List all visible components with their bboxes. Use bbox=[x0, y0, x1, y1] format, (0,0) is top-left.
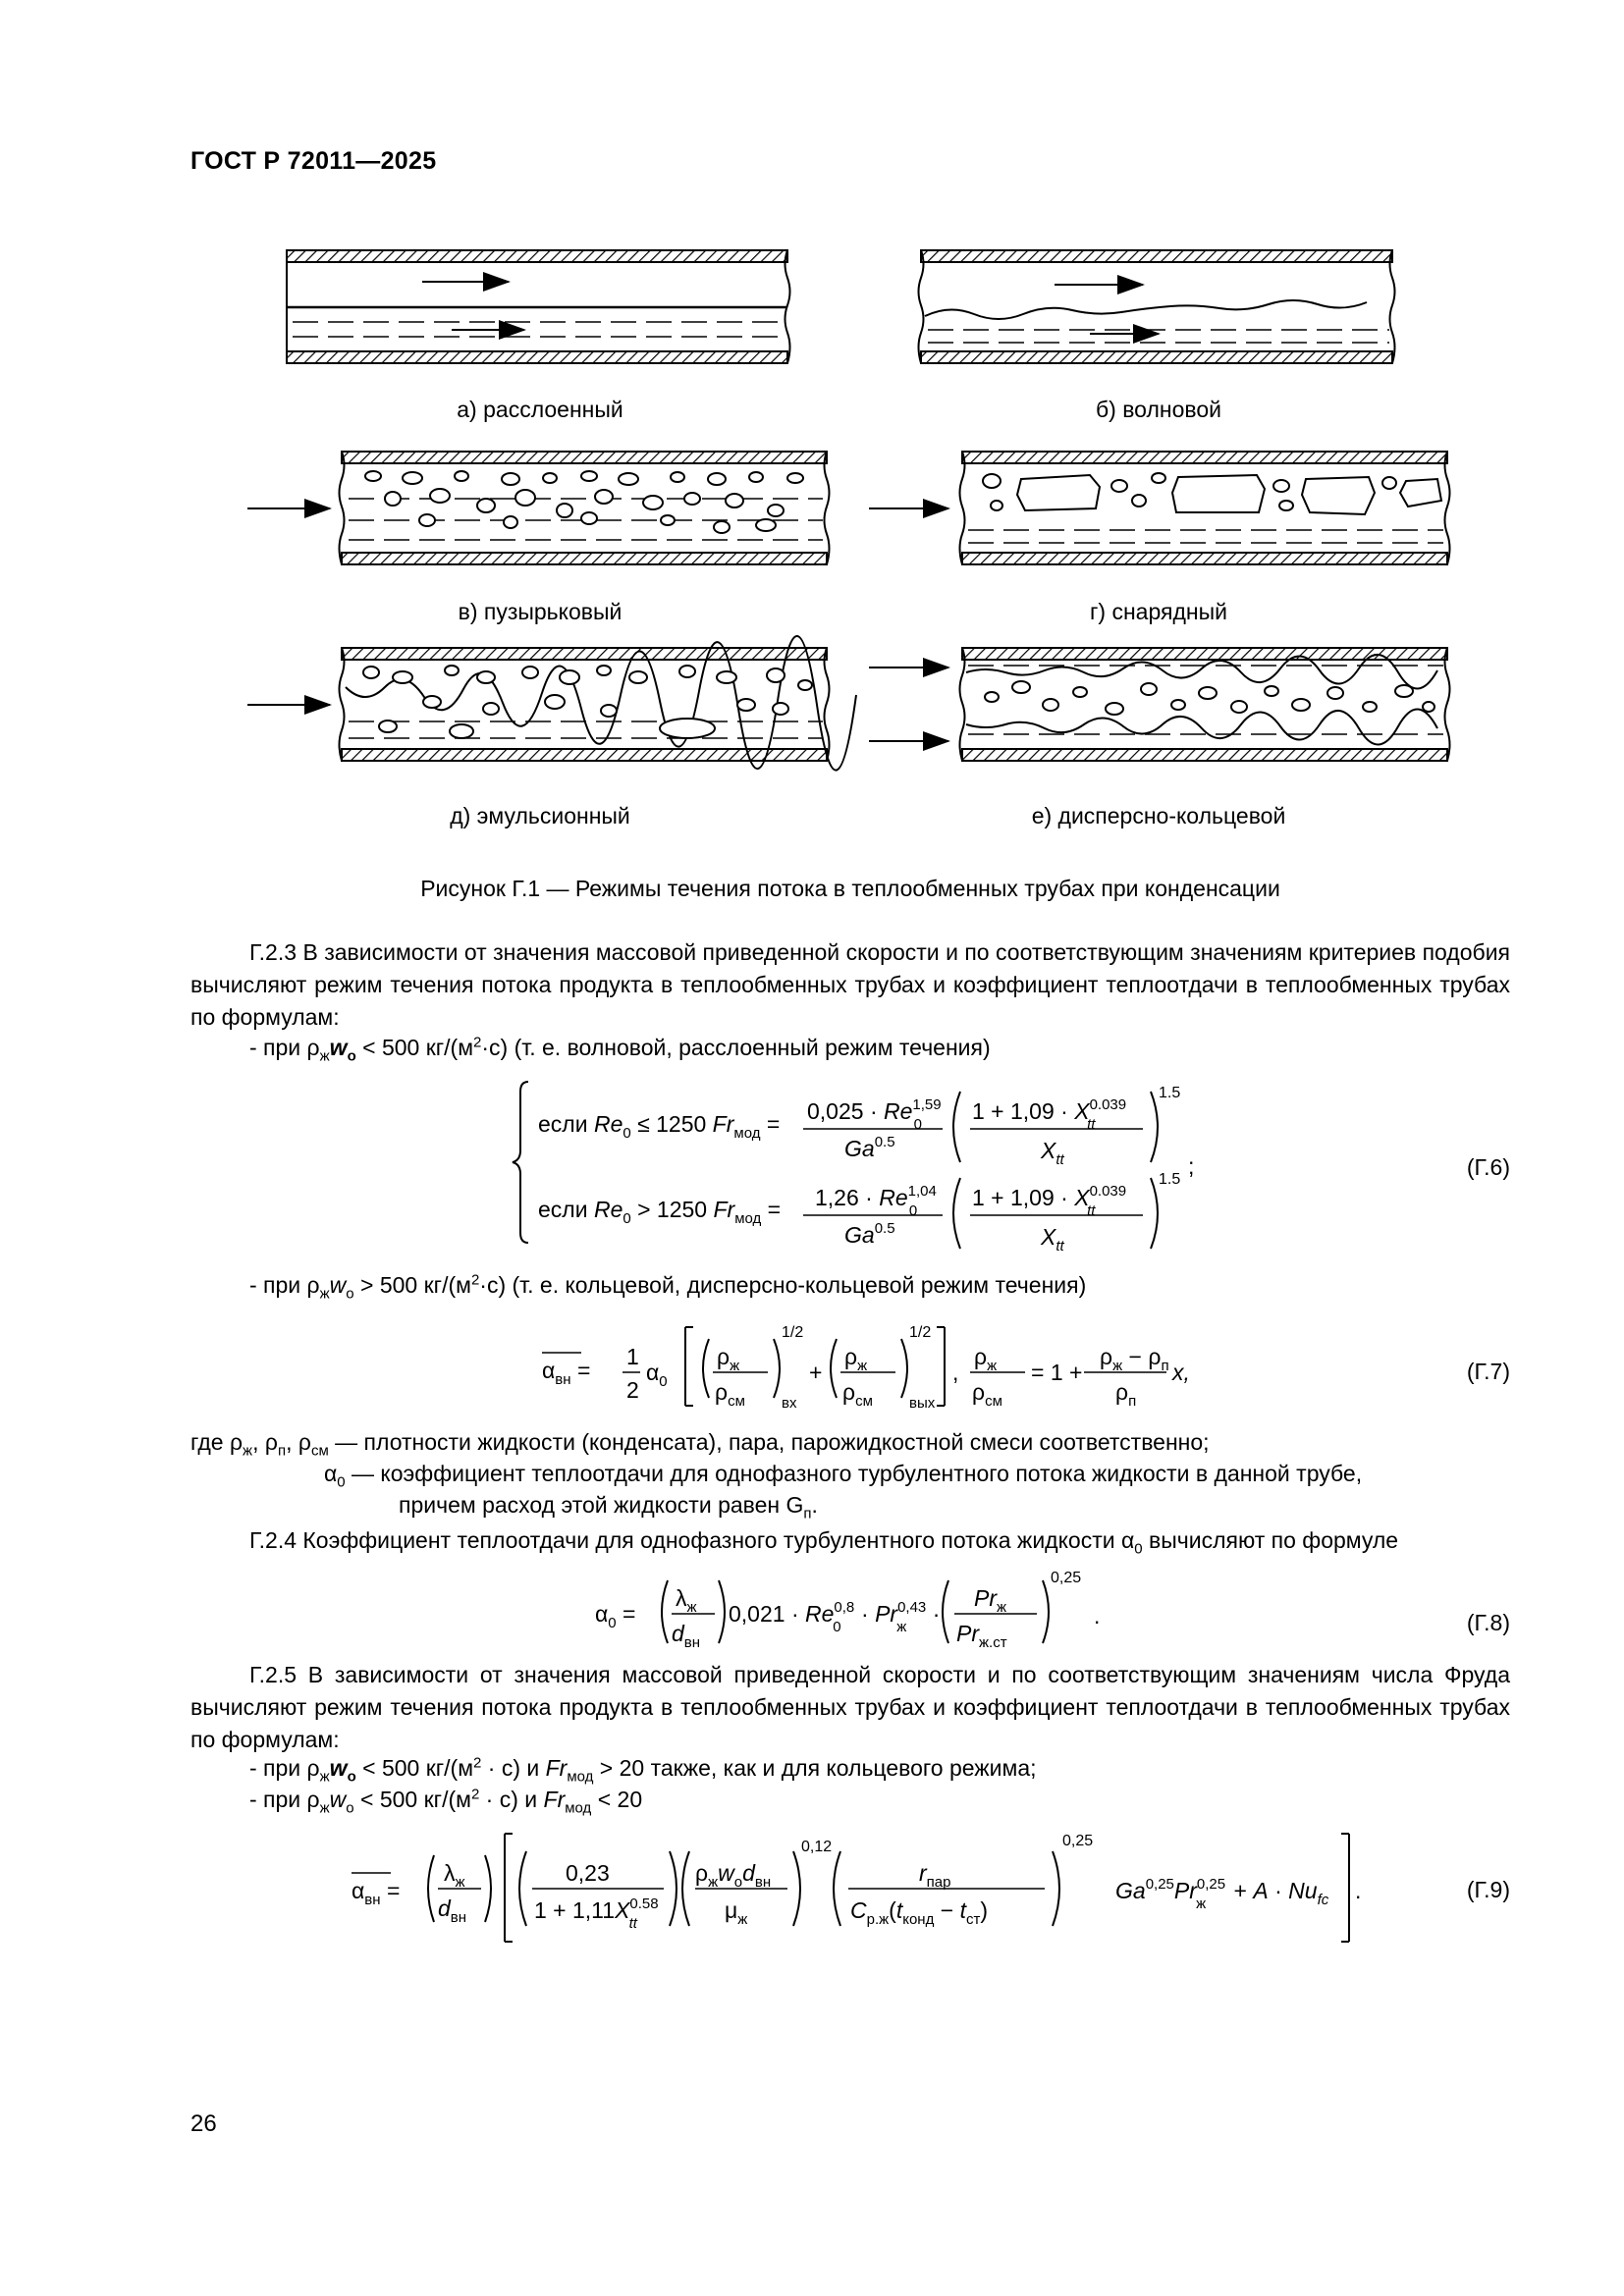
svg-text:1 + 1,09 · X0.039tt: $1 + 1,09 \cdot X^{0.039}$ tt bbox=[972, 1096, 1127, 1133]
svg-text:ρжwоdвн: $\rho_жw_оd_{вн}$ bbox=[695, 1860, 772, 1891]
svg-text:;: ; bbox=[1188, 1153, 1195, 1179]
svg-text:ρж: $\rho_ж$ bbox=[717, 1344, 740, 1374]
svg-text:1,26 · Re1,040: 1,26 · Re$^{1,04}$ 0 bbox=[815, 1183, 937, 1219]
equation-number-g7: (Г.7) bbox=[1466, 1359, 1510, 1384]
svg-text:1 + 1,09 · X0.039tt: $1 + 1,09 \cdot X^{0.039}$ tt bbox=[972, 1183, 1127, 1219]
paragraph-g25: Г.2.5 В зависимости от значения массовой приведенной скорости и по соответствующим значениям числа Фруда вычисляют режим течения потока продукта в теплообменных трубах и коэффициент теплоотдачи в теплообменных трубах по формулам: bbox=[190, 1662, 1510, 1752]
equation-number-g9: (Г.9) bbox=[1466, 1877, 1510, 1902]
svg-text:1/2: 1/2 bbox=[782, 1324, 804, 1341]
svg-text:.: . bbox=[1094, 1603, 1101, 1629]
definition-densities: где $\rho_ж$, $\rho_п$, $\rho_{см}$ — плотности жидкости (конденсата), пара, парожидкостной смеси соответственно; bbox=[190, 1429, 1210, 1460]
condition-3: - при $\rho_жw_о < 500$ $кг/(м^2 \cdot с)$ и $Fr_{мод} > 20$ также, как и для кольцевого режима; bbox=[249, 1754, 1037, 1786]
svg-text:вх: вх bbox=[782, 1395, 797, 1412]
svg-text:x,: x, bbox=[1172, 1360, 1190, 1385]
svg-text:1 + 1,11X0.58tt: $1 + 1,11X^{0.58}$ tt bbox=[534, 1896, 659, 1932]
paragraph-g24: Г.2.4 Коэффициент теплоотдачи для однофазного турбулентного потока жидкости $\alpha_0$ вычисляют по формуле bbox=[249, 1527, 1399, 1558]
pipe-g-slug bbox=[869, 452, 1450, 564]
svg-text:α0 =: $\alpha_0$ = bbox=[595, 1601, 636, 1631]
svg-text:ρж: $\rho_ж$ bbox=[974, 1344, 998, 1374]
svg-text:0,25: 0,25 bbox=[1051, 1570, 1082, 1586]
condition-1: - при $\rho_жw_о < 500$ $кг/(м^2\cdot с)$ (т. е. волновой, расслоенный режим течения) bbox=[249, 1034, 991, 1065]
caption-d: д) эмульсионный bbox=[450, 803, 630, 828]
svg-text:αвн =: $\alpha_{вн}$ = bbox=[352, 1878, 401, 1908]
svg-text:если Re0 ≤ 1250 Frмод =: если $Re_0 \le 1250$ $Fr_{мод}$ = bbox=[538, 1111, 781, 1142]
svg-text:Cр.ж(tконд − tст): $C_{р.ж}(t_{конд} - t_{ст})$ bbox=[850, 1897, 988, 1928]
svg-text:Prж.ст: $Pr_{ж.ст}$ bbox=[956, 1621, 1007, 1651]
caption-v: в) пузырьковый bbox=[458, 599, 623, 624]
svg-text:α0: $\alpha_0$ bbox=[646, 1360, 668, 1390]
condition-4: - при $\rho_жw_о < 500$ $кг/(м^2 \cdot с)$ и $Fr_{мод} < 20$ bbox=[249, 1786, 643, 1817]
figure-title: Рисунок Г.1 — Режимы течения потока в теплообменных трубах при конденсации bbox=[420, 876, 1280, 901]
svg-text:dвн: $d_{вн}$ bbox=[438, 1896, 467, 1926]
document-header: ГОСТ Р 72011—2025 bbox=[190, 147, 437, 175]
svg-text:Prж: $Pr_ж$ bbox=[974, 1585, 1007, 1616]
definition-alpha0-cont: причем расход этой жидкости равен $G_п$. bbox=[399, 1492, 818, 1522]
pipe-b-wavy bbox=[919, 250, 1395, 363]
svg-text:ρсм: $\rho_{см}$ bbox=[842, 1379, 873, 1410]
caption-b: б) волновой bbox=[1096, 397, 1221, 422]
svg-text:ρж: $\rho_ж$ bbox=[844, 1344, 868, 1374]
svg-text:0,12: 0,12 bbox=[801, 1839, 833, 1855]
svg-text:rпар: $r_{пар}$ bbox=[919, 1860, 951, 1891]
equation-number-g8: (Г.8) bbox=[1466, 1610, 1510, 1635]
svg-text:Ga0,25Pr0,25ж + A · Nufc: Ga$^{0,25}$Pr$^{0,25}$ $ж + A \cdot Nu_{fc}$ bbox=[1115, 1876, 1329, 1912]
svg-text:0,025 · Re1,590: 0,025 · Re$^{1,59}$ 0 bbox=[807, 1096, 942, 1133]
equation-g8 bbox=[593, 1563, 1123, 1661]
condition-2: - при $\rho_жw_о > 500$ $кг/(м^2\cdot с)$ (т. е. кольцевой, дисперсно-кольцевой режим течения) bbox=[249, 1271, 1087, 1303]
svg-text:ρп: $\rho_п$ bbox=[1115, 1379, 1137, 1410]
pipe-e-dispersed-annular bbox=[869, 648, 1450, 761]
svg-text:Xtt: $X_{tt}$ bbox=[1041, 1224, 1064, 1255]
svg-text:1.5: 1.5 bbox=[1159, 1085, 1181, 1101]
svg-text:ρсм: $\rho_{см}$ bbox=[715, 1379, 745, 1410]
pipe-a-stratified bbox=[287, 250, 790, 363]
definition-alpha0: $\alpha_0$ — коэффициент теплоотдачи для однофазного турбулентного потока жидкости в данной трубе, bbox=[324, 1461, 1363, 1491]
svg-text:.: . bbox=[1355, 1878, 1362, 1903]
svg-text:0,23: 0,23 bbox=[566, 1860, 610, 1886]
svg-text:αвн =: $\alpha_{вн}$ = bbox=[542, 1358, 591, 1388]
equation-g6 bbox=[511, 1070, 1218, 1266]
page-number: 26 bbox=[190, 2110, 217, 2137]
svg-text:λж: $\lambda_ж$ bbox=[444, 1860, 465, 1891]
svg-text:1: 1 bbox=[626, 1344, 639, 1369]
equation-number-g6: (Г.6) bbox=[1466, 1154, 1510, 1180]
flow-regimes-figure bbox=[0, 0, 1624, 864]
svg-text:Xtt: $X_{tt}$ bbox=[1041, 1138, 1064, 1168]
svg-text:+: + bbox=[809, 1360, 823, 1385]
svg-text:dвн: $d_{вн}$ bbox=[672, 1621, 701, 1651]
caption-e: е) дисперсно-кольцевой bbox=[1031, 803, 1286, 828]
svg-text:,: , bbox=[952, 1360, 959, 1385]
svg-text:Ga0.5: $Ga^{0.5}$ bbox=[844, 1134, 895, 1161]
equation-g9 bbox=[350, 1822, 1390, 1949]
caption-g: г) снарядный bbox=[1090, 599, 1227, 624]
pipe-d-emulsion bbox=[247, 636, 856, 771]
svg-text:вых: вых bbox=[909, 1395, 936, 1412]
svg-text:1.5: 1.5 bbox=[1159, 1171, 1181, 1188]
paragraph-g23: Г.2.3 В зависимости от значения массовой приведенной скорости и по соответствующим значениям критериев подобия вычисляют режим течения потока продукта в теплообменных трубах и коэффициент теплоотдачи в теплообменных трубах по формулам: bbox=[190, 939, 1510, 1030]
svg-text:= 1 +: = 1 + bbox=[1031, 1360, 1083, 1385]
svg-text:если Re0 > 1250 Frмод =: если $Re_0 > 1250$ $Fr_{мод}$ = bbox=[538, 1197, 782, 1227]
equation-g7 bbox=[540, 1309, 1190, 1417]
svg-text:0,021 · Re0,80 · Pr0,43ж ·: 0,021 · Re$^{0,8}$ 0 · Pr$^{0,43}$ ж · bbox=[729, 1599, 941, 1635]
svg-text:μж: $\mu_ж$ bbox=[725, 1897, 748, 1928]
caption-a: а) расслоенный bbox=[457, 397, 623, 422]
svg-text:ρж − ρп: $\rho_ж - \rho_п$ bbox=[1100, 1344, 1169, 1374]
svg-text:Ga0.5: $Ga^{0.5}$ bbox=[844, 1220, 895, 1248]
pipe-v-bubbly bbox=[247, 452, 830, 564]
svg-text:0,25: 0,25 bbox=[1062, 1833, 1094, 1849]
svg-text:ρсм: $\rho_{см}$ bbox=[972, 1379, 1002, 1410]
svg-text:2: 2 bbox=[626, 1377, 639, 1403]
svg-text:1/2: 1/2 bbox=[909, 1324, 932, 1341]
svg-text:λж: $\lambda_ж$ bbox=[676, 1585, 697, 1616]
